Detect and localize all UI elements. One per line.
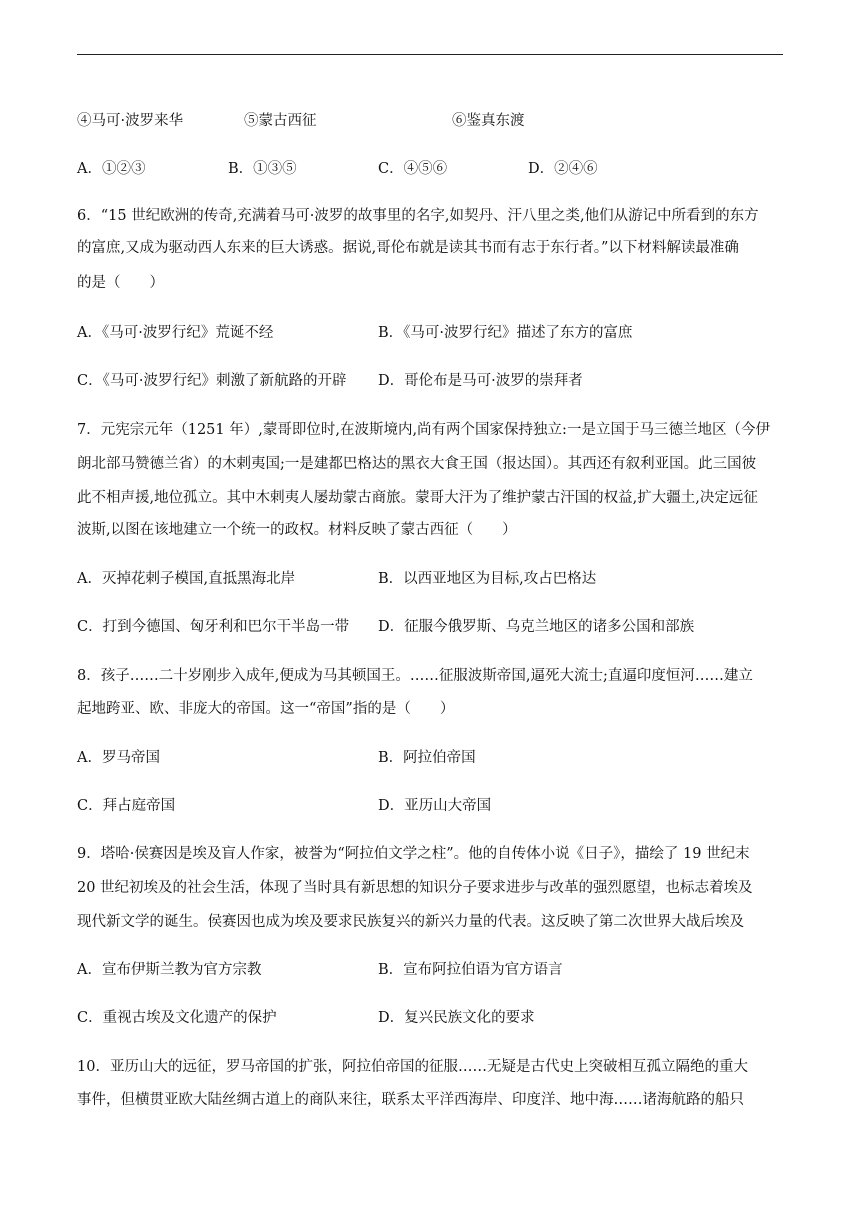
q7-option-d: D．征服今俄罗斯、乌克兰地区的诸多公国和部族 <box>378 619 695 635</box>
q8-line-1: 8．孩子……二十岁刚步入成年,便成为马其顿国王。……征服波斯帝国,逼死大流士;直逼印度恒河……建立 <box>77 668 753 684</box>
q8-line-2: 起地跨亚、欧、非庞大的帝国。这一“帝国”指的是（ ） <box>77 701 455 717</box>
q7-option-c: C．打到今德国、匈牙利和巴尔干半岛一带 <box>77 619 350 635</box>
q10-line-2: 事件，但横贯亚欧大陆丝绸古道上的商队来往，联系太平洋西海岸、印度洋、地中海……诸海航路的船只 <box>77 1092 744 1108</box>
q6-line-3: 的是（ ） <box>77 275 164 291</box>
q8-option-c: C．拜占庭帝国 <box>77 798 176 814</box>
q6-option-c: C．《马可·波罗行纪》刺激了新航路的开辟 <box>77 373 347 389</box>
q10-line-1: 10．亚历山大的远征，罗马帝国的扩张，阿拉伯帝国的征服……无疑是古代史上突破相互孤立隔绝的重大 <box>77 1059 748 1075</box>
q6-option-a: A．《马可·波罗行纪》荒诞不经 <box>77 325 274 341</box>
q7-line-1: 7．元宪宗元年（1251 年）,蒙哥即位时,在波斯境内,尚有两个国家保持独立:一是立国于马三德兰地区（今伊 <box>77 422 770 438</box>
item-6: ⑥鉴真东渡 <box>452 113 525 129</box>
q7-line-3: 此不相声援,地位孤立。其中木剌夷人屡劫蒙古商旅。蒙哥大汗为了维护蒙古汗国的权益,扩大疆土,决定远征 <box>77 490 758 506</box>
header-rule <box>77 54 783 55</box>
q6-option-d: D．哥伦布是马可·波罗的崇拜者 <box>378 373 583 389</box>
q7-option-b: B．以西亚地区为目标,攻占巴格达 <box>378 571 597 587</box>
item-5: ⑤蒙古西征 <box>244 113 317 129</box>
q9-option-c: C．重视古埃及文化遗产的保护 <box>77 1010 277 1026</box>
q6-line-2: 的富庶,又成为驱动西人东来的巨大诱惑。据说,哥伦布就是读其书而有志于东行者。”以下材料解读最准确 <box>77 240 739 256</box>
item-4: ④马可·波罗来华 <box>77 113 184 129</box>
q9-line-3: 现代新文学的诞生。侯赛因也成为埃及要求民族复兴的新兴力量的代表。这反映了第二次世界大战后埃及 <box>77 914 744 930</box>
q6-line-1: 6．“15 世纪欧洲的传奇,充满着马可·波罗的故事里的名字,如契丹、汗八里之类,他们从游记中所看到的东方 <box>77 208 759 224</box>
q5-option-a: A．①②③ <box>77 161 146 177</box>
q5-option-b: B．①③⑤ <box>228 161 297 177</box>
q7-line-4: 波斯,以图在该地建立一个统一的政权。材料反映了蒙古西征（ ） <box>77 522 517 538</box>
q8-option-a: A．罗马帝国 <box>77 750 160 766</box>
q8-option-d: D．亚历山大帝国 <box>378 798 492 814</box>
q6-option-b: B．《马可·波罗行纪》描述了东方的富庶 <box>378 325 633 341</box>
q5-option-c: C．④⑤⑥ <box>378 161 448 177</box>
q7-line-2: 朗北部马赞德兰省）的木剌夷国;一是建都巴格达的黑衣大食王国（报达国）。其西还有叙利亚国。此三国彼 <box>77 456 757 472</box>
q9-option-b: B．宣布阿拉伯语为官方语言 <box>378 962 563 978</box>
q7-option-a: A．灭掉花剌子模国,直抵黑海北岸 <box>77 571 296 587</box>
q9-line-1: 9．塔哈·侯赛因是埃及盲人作家，被誉为“阿拉伯文学之柱”。他的自传体小说《日子》，描绘了 19 世纪末 <box>77 846 750 862</box>
q9-line-2: 20 世纪初埃及的社会生活，体现了当时具有新思想的知识分子要求进步与改革的强烈愿望，也标志着埃及 <box>77 880 753 896</box>
q5-option-d: D．②④⑥ <box>528 161 598 177</box>
q9-option-d: D．复兴民族文化的要求 <box>378 1010 535 1026</box>
q9-option-a: A．宣布伊斯兰教为官方宗教 <box>77 962 262 978</box>
q8-option-b: B．阿拉伯帝国 <box>378 750 476 766</box>
